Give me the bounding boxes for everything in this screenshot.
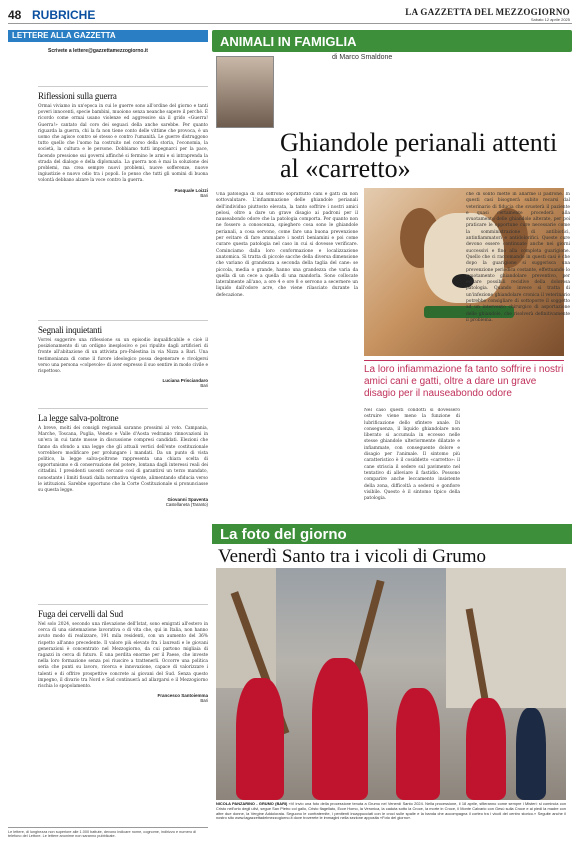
dateline: Sabato 12 aprile 2025 (530, 17, 570, 22)
article-author: di Marco Smaldone (332, 54, 393, 61)
pull-quote: La loro infiammazione fa tanto soffrire i nostri amici cani e gatti, oltre a dare un grave disagio per il nauseabondo odore (364, 360, 564, 400)
letter-place: Bari (200, 698, 208, 704)
letter-title: Fuga dei cervelli dal Sud (38, 604, 208, 619)
letter-place: Bari (200, 192, 208, 198)
masthead: LA GAZZETTA DEL MEZZOGIORNO (405, 7, 570, 17)
page-header (8, 8, 572, 24)
letter-place: Castellaneta (Taranto) (165, 502, 208, 508)
letter-body: Vorrei suggerire una riflessione su un episodio inqualificabile e cioè il posizionamento di un ordigno inesplosivo e poi ripulito dagli artificieri di fronte all'abitazione di un attivista pro-Palestina in via Nizza a Bari. Una testimonianza di come il furore ideologico possa degenerare e rivolgersi verso una persona «colpevole» di aver espresso il suo sentire in modo civile e rispettoso. (38, 338, 208, 375)
letter-body: A breve, molti dei consigli regionali saranno prossimi al voto. Campania, Marche, Toscana, Puglia, Veneto e Valle d'Aosta vedranno rinnovazioni in un'era in cui tante mosse in discussione compresi candidati. Elezioni che fanno da sfondo a una legge che gli attuali vertici dell'ente costituzionale vorrebbero modificare per prolungare i mandati. Da un punto di vista politico, la legge salva-poltrone rappresenta una chiara scelta di opportunismo e di conservazione del potere, lontana dagli interessi reali dei cittadini. I presidenti uscenti cercano così di garantirsi un terzo mandato, nonostante i limiti fissati dalla normativa vigente, alimentando sfiducia verso le istituzioni. Sarebbe opportuno che la Corte Costituzionale si pronunciasse su questa legge. (38, 426, 208, 494)
letter-author: Luciana Prisciandaro (162, 378, 208, 384)
photo-of-day-banner: La foto del giorno (212, 524, 572, 544)
penitent-figure (466, 698, 506, 800)
caption-lead: NICOLA PANZARINO - GRUMO (BARI) (216, 801, 288, 806)
penitent-figure (396, 688, 440, 800)
letters-footnote: Le lettere, di lunghezza non superiore alle 1.000 battute, devono indicare nome, cognome, indirizzo e numero di telefono del Lettore. Le lettere anonime non saranno pubblicate. (8, 827, 208, 838)
article-column-1: Una patologia di cui soffrono soprattutto cani e gatti da non sottovalutare. L'infiammazione delle ghiandole perianali dell'individuo piuttosto elevata, la tanto soffrire i nostri amici pelosi, oltre a dare un grave disagio ai padroni per il nauseabondo odore che la patologia comporta. Per quanto non ne fossero a conoscenza, spieghero cosa sono le ghiandole perianali, a cosa servono, come fare una buona prevenzione per evitare di fare ammalare i nostri beniamini e poi come curare questa patologia nel caso in cui si dovesse verificare. Cominciamo dalla loro conformazione e localizzazione anatomica. Si tratta di piccole sacche della diversa dimensione che variano di grandezza a seconda della taglia del cane: se piccola, media o grande, hanno una grandezza che varia da quella di un cece a quella di una mandorla. Sono collocate lateralmente all'ano, a ore 4 e ore 8 e servono a secernere un liquido dall'odore acre, che viene rilasciato durante la defecazione. (216, 192, 358, 298)
animals-banner: ANIMALI IN FAMIGLIA (212, 30, 572, 52)
photo-of-the-day (212, 524, 572, 836)
section-title: RUBRICHE (32, 8, 96, 22)
letters-email[interactable]: Scrivete a lettere@gazzettamezzogiorno.it (48, 48, 148, 54)
building-wall (446, 568, 566, 708)
penitent-figure (236, 678, 284, 800)
letter-title: Riflessioni sulla guerra (38, 86, 208, 101)
penitent-figure (312, 658, 368, 800)
caption-text: «Vi invio una foto della processione tenuta a Grumo nel Venerdì Santo 2024. Nella processione, il 18 aprile, sfileranno come sempre i Misteri: si comincia con Cristo nell'orto degli ulivi, segue San Pietro col gallo, Cristo flagellato, Ecce Homo, la Veronica, la caduta sotto la Croce, la morte in Croce, il Monte Calvario con Gesù sulla Croce e ai piedi la madre con altre due donne, la Vergine Addolorata. Seguono le confraternite, i penitenti incappucciati con le croci sulle spalle e la banda che accompagna il corteo tra i vicoli del centro storico.» Seguite anche il nostro sito www.lagazzettadelmezzogiorno.it dove troverete le immagini nella sezione apposita «Foto del giorno». (216, 801, 566, 821)
letter-1 (38, 86, 208, 198)
letter-title: Segnali inquietanti (38, 320, 208, 335)
letters-banner: LETTERE ALLA GAZZETTA (8, 30, 208, 42)
article-headline: Ghiandole perianali attenti al «carretto» (280, 128, 558, 183)
letter-author: Giovanni Spaventa (167, 497, 208, 503)
photo-title: Venerdì Santo tra i vicoli di Grumo (218, 546, 487, 567)
letter-author: Pasquale Loizzi (174, 187, 208, 193)
letter-4 (38, 604, 208, 703)
page-number: 48 (8, 8, 22, 22)
letter-body: Nel solo 2024, secondo una rilevazione dell'Istat, sono emigrati all'estero in cerca di una sistemazione lavorativa o di vita che, qui in Italia, non hanno avuto modo di realizzare, 191 mila residenti, con un aumento del 36% rispetto all'anno precedente. Il valore più elevato fra i laureati e le giovani generazioni è concentrato nel Mezzogiorno, da cui partono migliaia di ragazzi in cerca di futuro. È una perdita enorme per il Paese, che investe nella loro formazione senza poi riuscire a trattenerli. Occorre una politica seria che punti su lavoro, ricerca e innovazione, capace di valorizzare i talenti e di offrire prospettive concrete ai giovani del Sud. Senza questo impegno, il divario tra Nord e Sud continuerà ad allargarsi e il Mezzogiorno rischia lo spopolamento. (38, 622, 208, 690)
bystander-figure (516, 708, 546, 800)
letter-body: Ormai viviamo in un'epoca in cui le guerre sono all'ordine del giorno e tanti poveri innocenti, specie bambini, muoiono senza neanche sapere il perché. È ricordo come ormai usano violenze ed aggressive sia il grido «Guerra! Guerra!» cantato dal coro dei seguaci della anche sarebbe. Per quanto riguarda la guerra, chi la fa non tiene conto delle vittime che provoca, è un uomo che agisce contro sé stesso e contro l'umanità. Le guerre distruggono tutto quello che l'uomo ha costruito nel corso della storia, l'economia, la società, la cultura e le persone. Dobbiamo tutti impegnarci per la pace, facendo pressione sui governi affinché si fermino le armi e si intraprenda la strada del dialogo e della diplomazia. La guerra non è mai la soluzione dei problemi, ma crea sempre nuovi problemi, nuove sofferenze, nuove ingiustizie e nuovo odio tra i popoli. Io penso che tutti gli uomini di buona volontà debbano alzare la voce contro la guerra. (38, 104, 208, 184)
procession-photo (216, 568, 566, 800)
letter-place: Bari (200, 383, 208, 389)
photo-caption (216, 802, 566, 821)
letter-3 (38, 408, 208, 507)
letter-2 (38, 320, 208, 388)
article-column-3: Nel caso questi condotti si dovessero ostruire viene meno la funzione di lubrificazione dello sfintere anale. Di conseguenza, il liquido ghiandolare non liberato si accumula in eccesso nelle stesse ghiandole ulteriormente dilatate e infiammate, con conseguente dolore e disagio per l'animale. Il sintomo più caratteristico è il cosiddetto «carretto»: il cane striscia il sedere sul pavimento nel tentativo di alleviare il fastidio. Possono comparire anche leccamento insistente della zona, difficoltà a sedersi e gonfiore visibile. Questo è il sintomo tipico della patologia. (364, 408, 460, 502)
letter-title: La legge salva-poltrone (38, 408, 208, 423)
author-photo (216, 56, 274, 128)
animals-article (212, 30, 572, 520)
letter-author: Francesco Santoiemma (157, 693, 208, 699)
letters-column (8, 30, 208, 838)
article-column-2: che di solito mette in allarme il padrone. In questi casi bisognerà subito recarsi dal veterinario di fiducia che svuoterà il paziente e quasi certamente procederà alla svuotamento delle ghiandole alterate, per poi praticare le opportune cure necessarie come la somministrazione di antibiotici, antinfiammatori e antidolorifici. Queste cure devono essere continuate anche nei giorni successivi e fino alla completa guarigione. Quello che ci raccomando in questi casi è che dopo la guarigione si suggerisca una prevenzione periodica costante, effettuando lo svuotamento ghiandolare preventivo, per evitare possibili recidive della dolorosa patologia. Quando invece si tratta di un'infezione ghiandolare cronica il veterinario potrebbe consigliare di sottoporre il soggetto ad un intervento chirurgico di asportazione delle ghiandole, che risolverà definitivamente il problema. (466, 192, 570, 323)
